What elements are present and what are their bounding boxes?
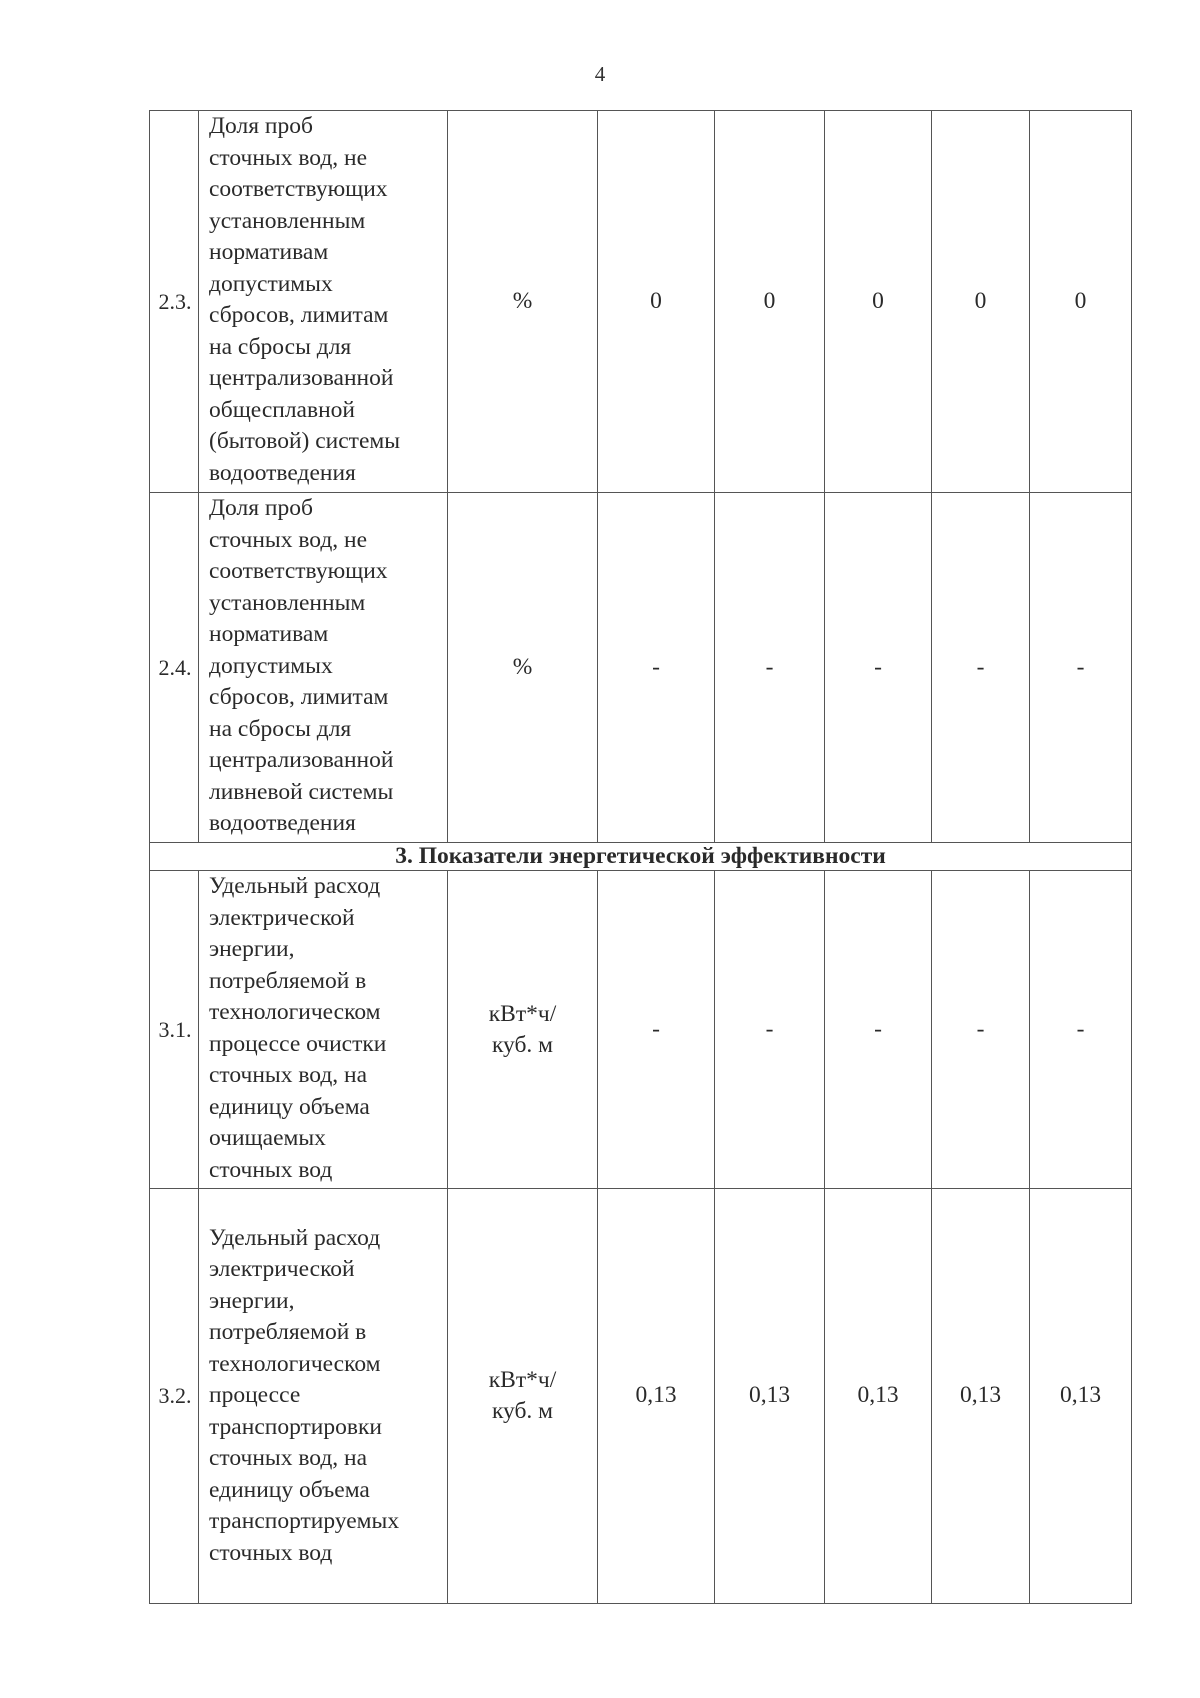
- unit-cell: %: [448, 493, 598, 843]
- unit-cell: [448, 1189, 598, 1604]
- value-cell: -: [715, 871, 825, 1189]
- description-line: электрической: [209, 904, 355, 931]
- description-line: процессе очистки: [209, 1030, 387, 1057]
- description-line: единицу объема: [209, 1476, 370, 1503]
- description-line: технологическом: [209, 1350, 381, 1377]
- unit-cell: %: [448, 111, 598, 493]
- row-description: [199, 493, 448, 843]
- description-line: водоотведения: [209, 459, 356, 486]
- value-cell: 0,13: [1030, 1189, 1132, 1604]
- description-line: электрической: [209, 1256, 355, 1283]
- value-cell: -: [932, 493, 1030, 843]
- description-line: процессе: [209, 1382, 301, 1409]
- value-cell: 0,13: [825, 1189, 932, 1604]
- description-line: потребляемой в: [209, 1319, 367, 1346]
- unit-line: куб. м: [491, 1398, 554, 1424]
- description-line: технологическом: [209, 999, 381, 1025]
- description-line: Удельный расход: [209, 1224, 381, 1251]
- value-cell: 0: [825, 111, 932, 493]
- row-number: 3.2.: [150, 1189, 199, 1604]
- value-cell: 0,13: [598, 1189, 715, 1604]
- description-line: транспортировки: [209, 1413, 382, 1440]
- row-description: [199, 1189, 448, 1604]
- value-cell: -: [825, 871, 932, 1189]
- value-cell: 0: [932, 111, 1030, 493]
- description-line: сбросов, лимитам: [209, 684, 389, 710]
- value-cell: -: [598, 493, 715, 843]
- unit-line: кВт*ч/: [488, 1000, 557, 1027]
- description-line: Доля проб: [209, 495, 313, 521]
- description-line: потребляемой в: [209, 967, 367, 994]
- unit-line: куб. м: [491, 1031, 554, 1058]
- description-line: Удельный расход: [209, 873, 381, 899]
- value-cell: 0: [598, 111, 715, 493]
- description-line: централизованной: [209, 747, 394, 773]
- description-line: нормативам: [209, 621, 329, 647]
- description-line: общесплавной: [209, 396, 355, 423]
- description-line: очищаемых: [209, 1125, 326, 1151]
- table-row: [150, 1189, 1132, 1604]
- value-cell: -: [932, 871, 1030, 1189]
- indicators-table: [149, 110, 1132, 1604]
- row-description: [199, 871, 448, 1189]
- description-line: на сбросы для: [209, 333, 352, 360]
- section-title: 3. Показатели энергетической эффективности: [150, 843, 1132, 871]
- description-line: на сбросы для: [209, 715, 352, 742]
- unit-line: кВт*ч/: [488, 1367, 557, 1393]
- description-line: (бытовой) системы: [209, 428, 401, 454]
- row-number: 2.3.: [150, 111, 199, 493]
- description-line: сточных вод, на: [209, 1062, 368, 1088]
- page-number: 4: [594, 62, 606, 86]
- description-line: ливневой системы: [209, 778, 394, 805]
- description-line: энергии,: [209, 1287, 295, 1314]
- value-cell: 0: [715, 111, 825, 493]
- description-line: установленным: [209, 589, 366, 616]
- value-cell: 0,13: [715, 1189, 825, 1604]
- table-row: [150, 871, 1132, 1189]
- description-line: соответствующих: [209, 176, 388, 202]
- description-line: сточных вод: [209, 1539, 333, 1566]
- description-line: централизованной: [209, 365, 394, 391]
- section-header-row: [150, 843, 1132, 871]
- description-line: нормативам: [209, 239, 329, 265]
- row-number: 3.1.: [150, 871, 199, 1189]
- description-line: сточных вод, на: [209, 1445, 368, 1472]
- row-description: [199, 111, 448, 493]
- value-cell: 0,13: [932, 1189, 1030, 1604]
- description-line: единицу объема: [209, 1093, 370, 1120]
- description-line: сточных вод: [209, 1156, 333, 1183]
- description-line: транспортируемых: [209, 1508, 400, 1535]
- description-line: энергии,: [209, 936, 295, 962]
- description-line: сбросов, лимитам: [209, 302, 389, 328]
- description-line: Доля проб: [209, 113, 313, 139]
- value-cell: -: [598, 871, 715, 1189]
- description-line: водоотведения: [209, 810, 356, 836]
- description-line: соответствующих: [209, 558, 388, 584]
- value-cell: -: [825, 493, 932, 843]
- table-row: [150, 111, 1132, 493]
- description-line: сточных вод, не: [209, 526, 368, 553]
- value-cell: -: [1030, 493, 1132, 843]
- unit-cell: [448, 871, 598, 1189]
- row-number: 2.4.: [150, 493, 199, 843]
- table-row: [150, 493, 1132, 843]
- value-cell: -: [715, 493, 825, 843]
- value-cell: 0: [1030, 111, 1132, 493]
- description-line: допустимых: [209, 270, 333, 297]
- description-line: допустимых: [209, 652, 333, 679]
- description-line: установленным: [209, 207, 366, 234]
- description-line: сточных вод, не: [209, 144, 368, 171]
- value-cell: -: [1030, 871, 1132, 1189]
